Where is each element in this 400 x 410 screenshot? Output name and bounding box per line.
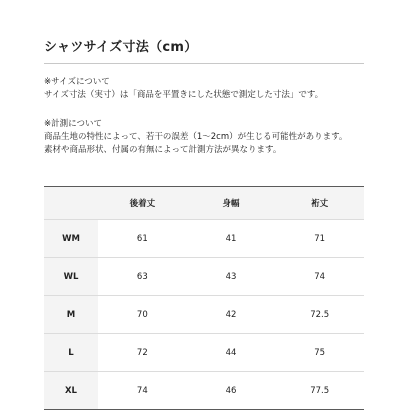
table-row [44, 372, 364, 410]
table-cell: 77.5 [275, 372, 364, 410]
table-cell: 42 [187, 296, 276, 334]
table-row [44, 220, 364, 258]
measure-note-heading: ※計測について [44, 119, 102, 129]
header-corner [44, 187, 98, 220]
size-note-heading: ※サイズについて [44, 77, 110, 87]
table-cell: 74 [275, 258, 364, 296]
size-label: L [44, 334, 98, 372]
table-cell: 61 [98, 220, 187, 258]
table-header-row [44, 187, 364, 220]
measure-note-line: 素材や商品形状、付属の有無によって計測方法が異なります。 [44, 145, 282, 155]
size-table [44, 186, 364, 410]
size-note-text: サイズ寸法（実寸）は「商品を平置きにした状態で測定した寸法」です。 [44, 90, 324, 100]
table-cell: 41 [187, 220, 276, 258]
table-row [44, 334, 364, 372]
table-row [44, 258, 364, 296]
table-cell: 72.5 [275, 296, 364, 334]
size-label: XL [44, 372, 98, 410]
page-title: シャツサイズ寸法（cm） [44, 40, 198, 55]
table-cell: 63 [98, 258, 187, 296]
size-label: WM [44, 220, 98, 258]
header-sleeve: 裄丈 [275, 187, 364, 220]
table-cell: 46 [187, 372, 276, 410]
measure-note-section [44, 118, 347, 157]
size-label: M [44, 296, 98, 334]
size-label: WL [44, 258, 98, 296]
header-width: 身幅 [187, 187, 276, 220]
table-cell: 71 [275, 220, 364, 258]
size-note-section [44, 76, 323, 102]
table-cell: 75 [275, 334, 364, 372]
table-cell: 70 [98, 296, 187, 334]
table-cell: 43 [187, 258, 276, 296]
header-length: 後着丈 [98, 187, 187, 220]
table-cell: 72 [98, 334, 187, 372]
table-cell: 44 [187, 334, 276, 372]
table-row [44, 296, 364, 334]
measure-note-line: 商品生地の特性によって、若干の誤差（1～2cm）が生じる可能性があります。 [44, 132, 348, 142]
table-cell: 74 [98, 372, 187, 410]
title-divider [44, 63, 364, 64]
